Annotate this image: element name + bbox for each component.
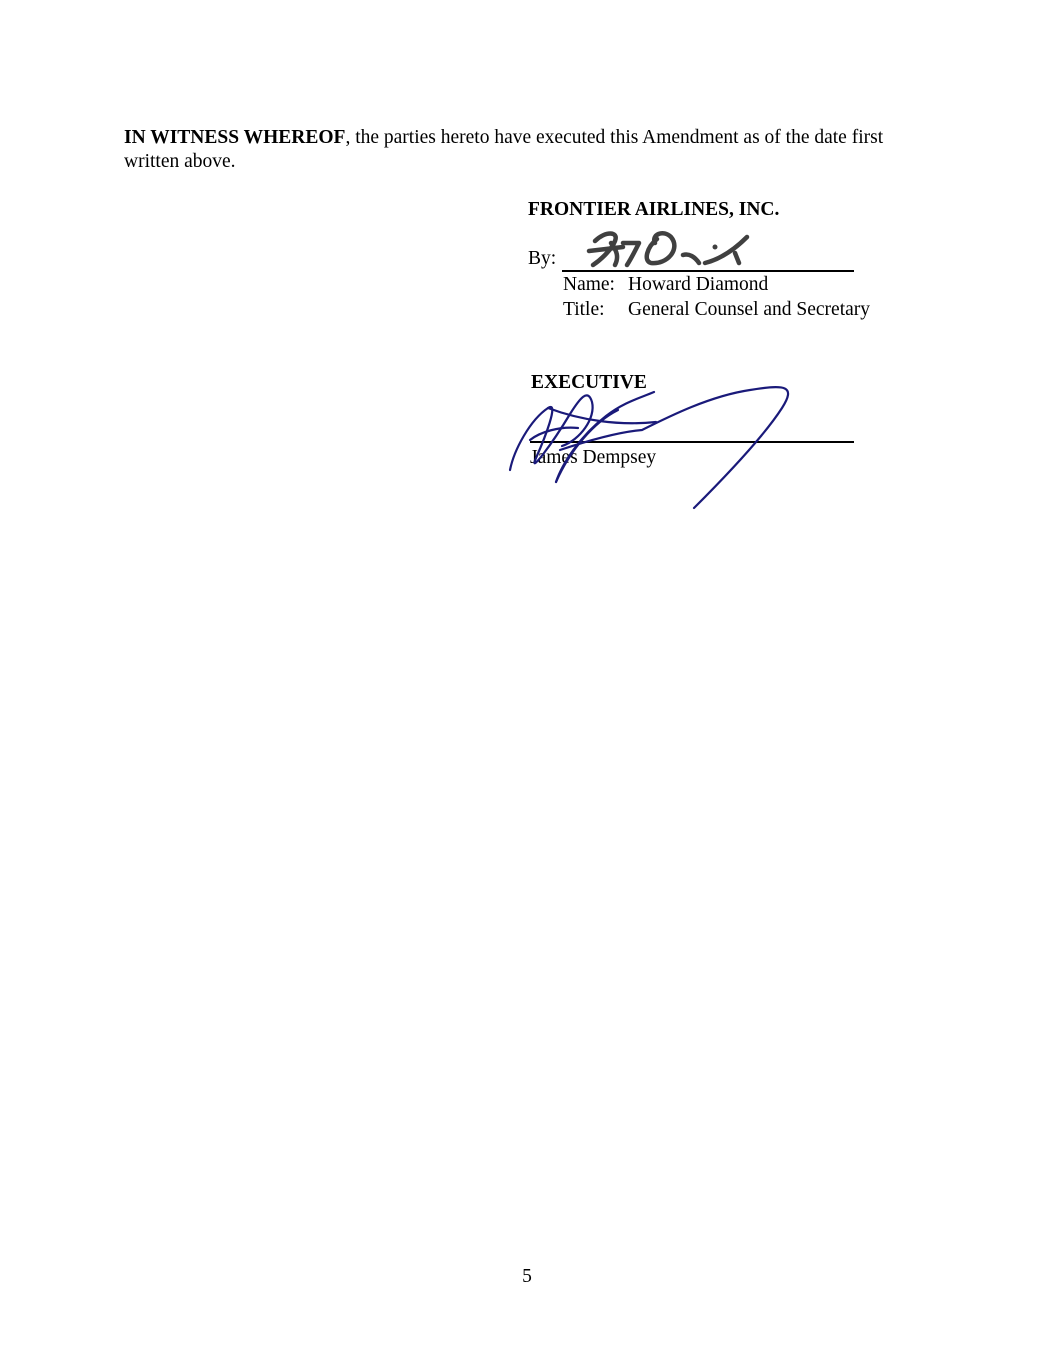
witness-clause-text: , the parties hereto have executed this Amendment as of the date first written above. — [124, 127, 884, 172]
company-signature — [585, 225, 755, 270]
signatory-name: Howard Diamond — [628, 274, 769, 295]
by-label: By: — [528, 248, 557, 269]
page-number: 5 — [522, 1266, 532, 1287]
name-label: Name: — [563, 274, 615, 295]
witness-clause-lead: IN WITNESS WHEREOF — [124, 127, 346, 148]
executive-heading: EXECUTIVE — [531, 372, 647, 393]
signatory-title: General Counsel and Secretary — [628, 299, 871, 320]
executive-signature — [500, 380, 800, 515]
title-label: Title: — [563, 299, 605, 320]
company-name: FRONTIER AIRLINES, INC. — [528, 199, 780, 220]
executive-name: James Dempsey — [530, 447, 657, 468]
witness-clause — [124, 126, 924, 174]
company-signature-line — [562, 270, 854, 272]
